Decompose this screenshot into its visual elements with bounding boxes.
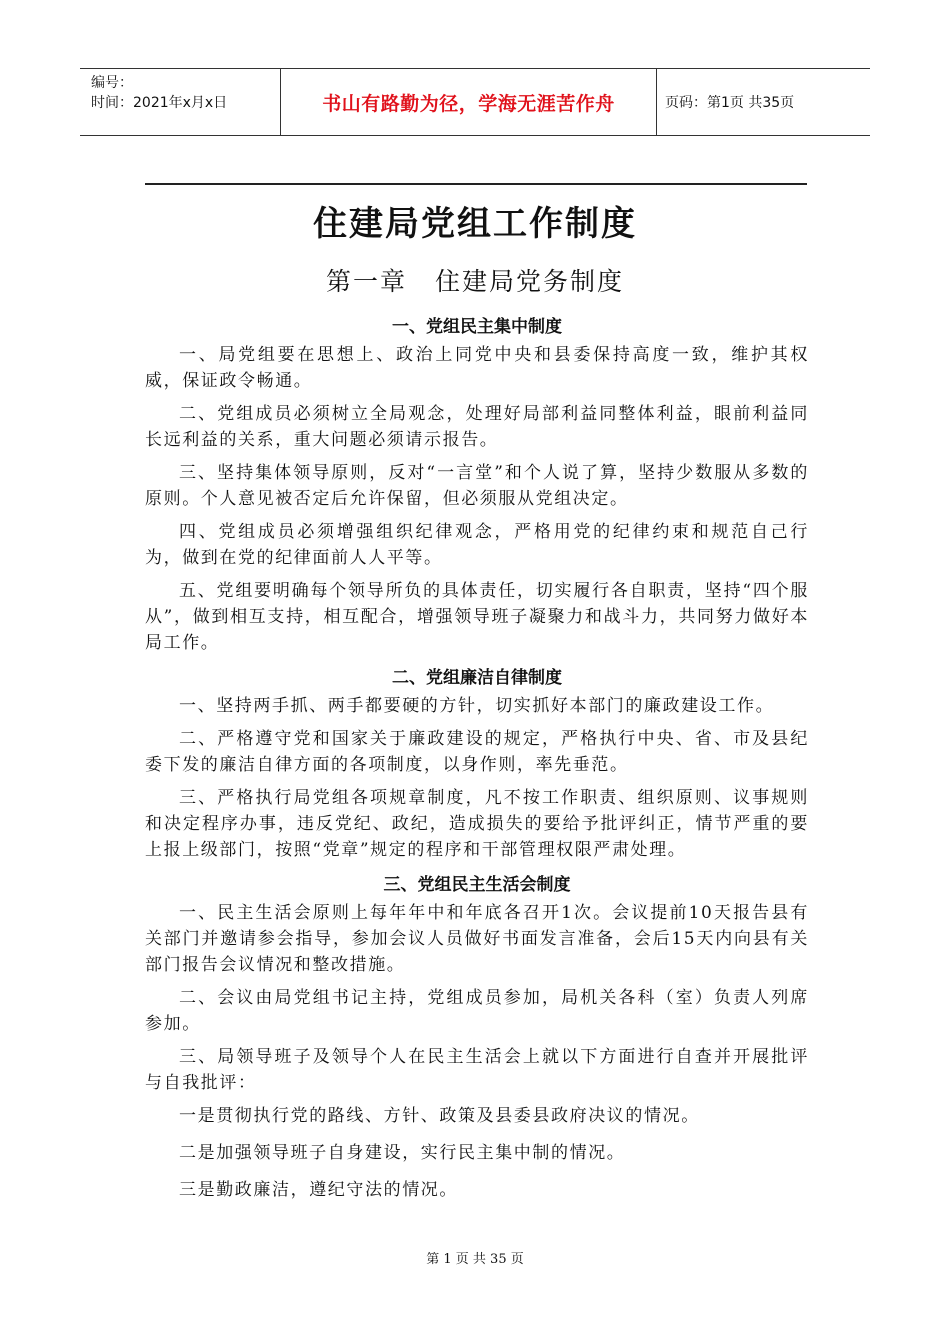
paragraph: 一、坚持两手抓、两手都要硬的方针，切实抓好本部门的廉政建设工作。 [179,696,775,716]
title-divider [145,183,807,185]
section-heading: 一、党组民主集中制度 [392,317,562,337]
document-title: 住建局党组工作制度 [313,204,637,244]
header-meta [80,69,281,135]
paragraph: 三、坚持集体领导原则，反对“一言堂”和个人说了算，坚持少数服从多数的原则。个人意见被否定后允许保留，但必须服从党组决定。 [145,463,809,509]
header-motto: 书山有路勤为径，学海无涯苦作舟 [281,69,657,135]
paragraph: 二、严格遵守党和国家关于廉政建设的规定，严格执行中央、省、市及县纪委下发的廉洁自律方面的各项制度，以身作则，率先垂范。 [145,729,809,775]
paragraph: 一、局党组要在思想上、政治上同党中央和县委保持高度一致，维护其权威，保证政令畅通。 [145,345,809,391]
section-heading: 三、党组民主生活会制度 [383,875,571,895]
document-date: 时间：2021年x月x日 [91,95,228,111]
paragraph: 五、党组要明确每个领导所负的具体责任，切实履行各自职责，坚持“四个服从”，做到相互支持，相互配合，增强领导班子凝聚力和战斗力，共同努力做好本局工作。 [145,581,809,653]
document-number: 编号： [91,75,133,91]
chapter-heading [0,262,950,298]
chapter-number: 第一章 [325,267,407,296]
paragraph: 二是加强领导班子自身建设，实行民主集中制的情况。 [179,1143,626,1163]
page-footer: 第 1 页 共 35 页 [426,1252,524,1267]
header-page-info: 页码：第1页 共35页 [665,95,795,111]
section-heading: 二、党组廉洁自律制度 [392,668,562,688]
page-header [80,68,870,136]
paragraph: 三、严格执行局党组各项规章制度，凡不按工作职责、组织原则、议事规则和决定程序办事，违反党纪、政纪，造成损失的要给予批评纠正，情节严重的要上报上级部门，按照“党章”规定的程序和干部管理权限严肃处理。 [145,788,809,860]
paragraph: 二、党组成员必须树立全局观念，处理好局部利益同整体利益，眼前利益同长远利益的关系，重大问题必须请示报告。 [145,404,809,450]
chapter-title: 住建局党务制度 [435,267,625,296]
paragraph: 三、局领导班子及领导个人在民主生活会上就以下方面进行自查并开展批评与自我批评： [145,1047,809,1093]
paragraph: 三是勤政廉洁，遵纪守法的情况。 [179,1180,458,1200]
paragraph: 二、会议由局党组书记主持，党组成员参加，局机关各科（室）负责人列席参加。 [145,988,809,1034]
paragraph: 一是贯彻执行党的路线、方针、政策及县委县政府决议的情况。 [179,1106,700,1126]
paragraph: 一、民主生活会原则上每年年中和年底各召开1次。会议提前10天报告县有关部门并邀请参会指导，参加会议人员做好书面发言准备，会后15天内向县有关部门报告会议情况和整改措施。 [145,903,809,975]
paragraph: 四、党组成员必须增强组织纪律观念，严格用党的纪律约束和规范自己行为，做到在党的纪律面前人人平等。 [145,522,809,568]
document-body [145,312,809,1214]
